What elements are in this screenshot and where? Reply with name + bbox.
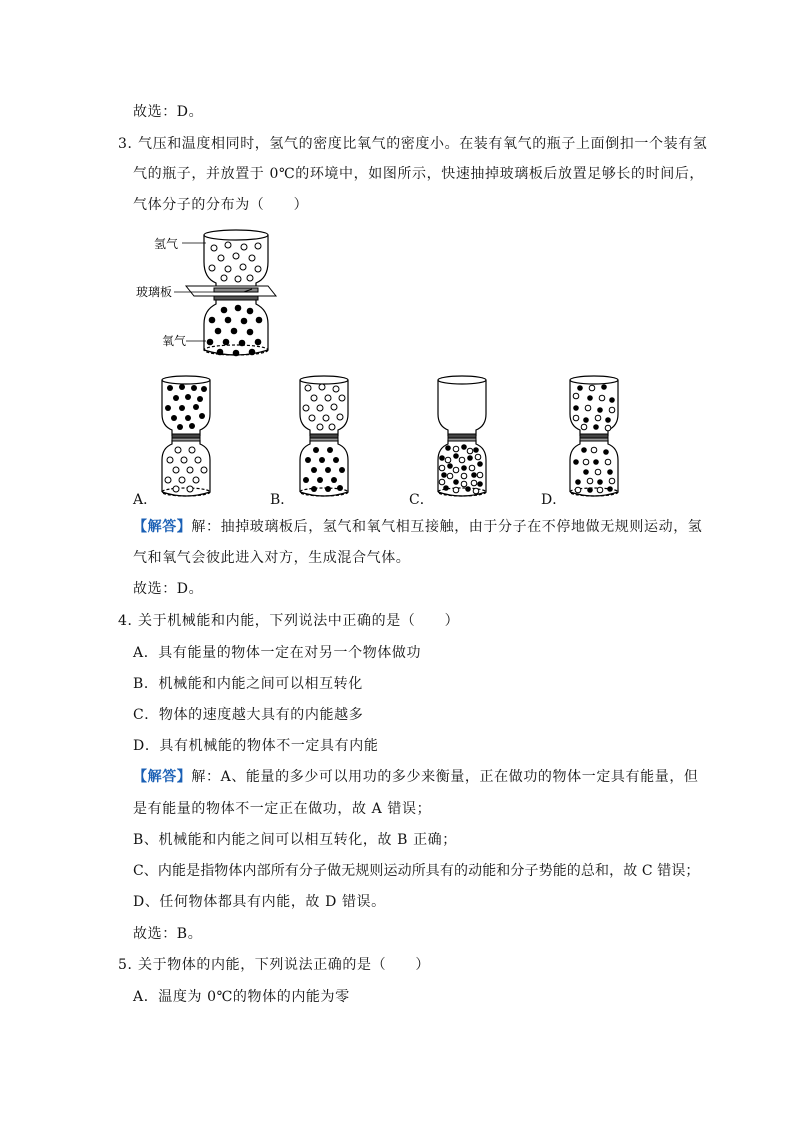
q3-option-d-label: D． [541, 492, 567, 508]
q3-number: 3． [118, 136, 143, 152]
q5-number: 5． [118, 957, 143, 973]
q4-solution-tag: 【解答】 [133, 769, 192, 785]
oxygen-molecules [207, 305, 263, 357]
q2-answer: 故选：D。 [133, 104, 204, 120]
glass-plate [186, 286, 276, 300]
q4-solution-line-5: D、任何物体都具有内能，故 D 错误。 [133, 894, 386, 910]
q3-stem-line-1: 气压和温度相同时，氢气的密度比氧气的密度小。在装有氧气的瓶子上面倒扣一个装有氢 [138, 136, 708, 152]
q3-option-a-figure [158, 374, 214, 502]
q4-option-d: D．具有机械能的物体不一定具有内能 [133, 738, 379, 754]
q4-solution-line-4: C、内能是指物体内部所有分子做无规则运动所具有的动能和分子势能的总和，故 C 错误； [133, 863, 700, 879]
q5-option-a: A．温度为 0℃的物体的内能为零 [133, 989, 350, 1005]
q4-option-b: B．机械能和内能之间可以相互转化 [133, 676, 363, 692]
q4-solution-line-2: 是有能量的物体不一定正在做功，故 A 错误； [133, 801, 432, 817]
q3-stem-line-2: 气的瓶子，并放置于 0℃的环境中，如图所示，快速抽掉玻璃板后放置足够长的时间后， [133, 166, 705, 182]
q4-stem: 关于机械能和内能，下列说法中正确的是（ ） [138, 613, 460, 629]
q5-stem: 关于物体的内能，下列说法正确的是（ ） [138, 957, 430, 973]
q3-stem-line-3: 气体分子的分布为（ ） [133, 197, 309, 213]
q3-option-b-label: B． [270, 492, 295, 508]
q3-answer: 故选：D。 [133, 581, 204, 597]
q3-solution-tag: 【解答】 [133, 519, 192, 535]
q3-solution-line-2: 气和氧气会彼此进入对方，生成混合气体。 [133, 550, 411, 566]
q3-setup-figure [128, 222, 288, 362]
q3-solution-text-1: 解：抽掉玻璃板后，氢气和氧气相互接触，由于分子在不停地做无规则运动，氢 [191, 519, 703, 535]
label-hydrogen: 氢气 [154, 237, 179, 251]
q4-solution-line-3: B、机械能和内能之间可以相互转化，故 B 正确； [133, 832, 457, 848]
label-oxygen: 氧气 [162, 334, 187, 348]
hydrogen-molecules [209, 242, 261, 282]
q3-option-d-figure [566, 374, 622, 502]
q4-solution-text-1: 解：A、能量的多少可以用功的多少来衡量，正在做功的物体一定具有能量，但 [191, 769, 699, 785]
q4-option-a: A．具有能量的物体一定在对另一个物体做功 [133, 645, 422, 661]
q4-answer: 故选：B。 [133, 926, 203, 942]
q4-option-c: C．物体的速度越大具有的内能越多 [133, 707, 364, 723]
q3-option-c-figure [434, 374, 490, 502]
label-glass-plate: 玻璃板 [136, 285, 173, 299]
q3-option-c-label: C． [409, 492, 434, 508]
q3-option-b-figure [296, 374, 352, 502]
q3-option-a-label: A． [133, 492, 158, 508]
q4-solution-line-1 [133, 768, 699, 786]
q4-number: 4． [118, 613, 143, 629]
q3-solution-line-1 [133, 518, 702, 536]
